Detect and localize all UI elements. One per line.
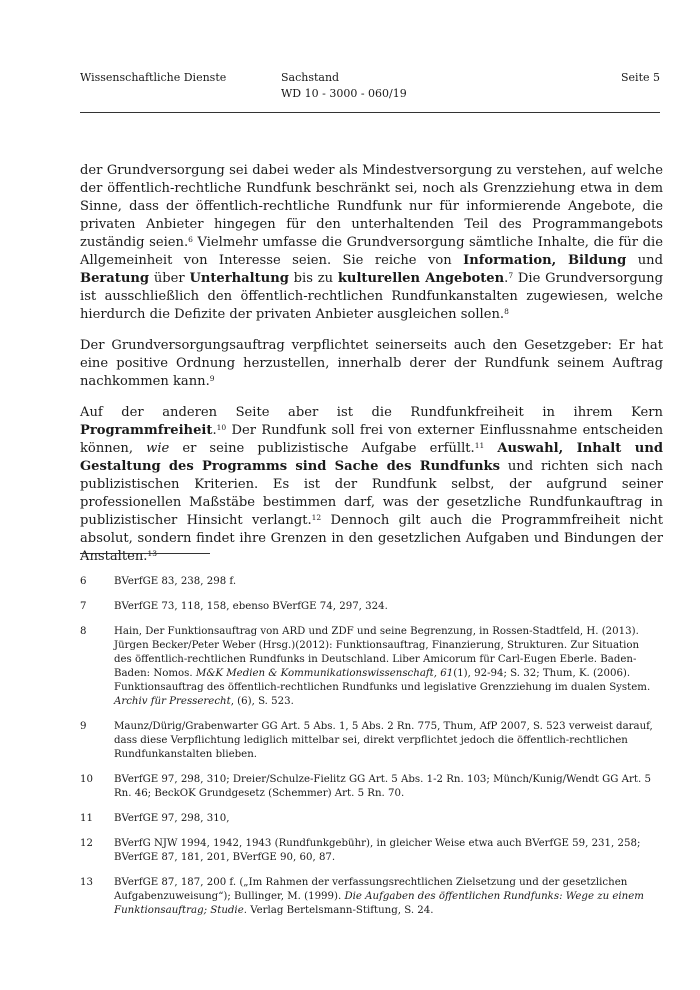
footnote-number: 11 <box>80 813 93 824</box>
text-run: und richten sich nach publizistischen Kriterien. Es ist der Rundfunk selbst, der aufgrund seiner professionellen Maßstäbe bestimmen darf, was der gesetzliche Rundfunkauftrag in publizistischer Hinsicht verlangt. <box>80 459 663 528</box>
text-run: der Grundversorgung sei dabei weder als Mindestversorgung zu verstehen, auf welche der öffentlich-rechtliche Rundfunk beschränkt sei, noch als Grenzziehung etwa in dem Sinne, dass der öffentlich-rechtliche Rundfunk nur für informierende Angebote, die privaten Anbieter hingegen für den unterhaltenden Teil des Programmangebots zuständig seien. <box>80 163 663 250</box>
main-text <box>80 162 663 579</box>
footnote-text: , (6), S. 523. <box>230 696 294 707</box>
header-doc-type: Sachstand <box>281 71 340 84</box>
text-run: er seine publizistische Aufgabe erfüllt. <box>169 441 475 456</box>
footnote-text: (1), 92-94; S. 32; Thum, K. (2006). Funktionsauftrag des öffentlich-rechtlichen Rundfunks und legislative Grenzziehung im dualen System. <box>114 668 651 693</box>
footnote-number: 8 <box>80 626 87 637</box>
footnote-divider <box>80 553 210 554</box>
text-run: . <box>504 271 509 286</box>
footnote-number: 13 <box>80 877 93 888</box>
header-institution: Wissenschaftliche Dienste <box>80 71 227 84</box>
bold-term: Programmfreiheit <box>80 423 213 438</box>
footnote-number: 7 <box>80 601 87 612</box>
footnote-text: BVerfG NJW 1994, 1942, 1943 (Rundfunkgebühr), in gleicher Weise etwa auch BVerfGE 59, 231, 258; BVerfGE 87, 181, 201, BVerfGE 90, 60, 87. <box>114 838 641 863</box>
text-run: Der Rundfunk soll frei von externer Einflussnahme entscheiden können, <box>80 423 663 456</box>
footnote-number: 6 <box>80 576 87 587</box>
page-header <box>80 70 660 113</box>
text-run: Auf der anderen Seite aber ist die Rundfunkfreiheit in ihrem Kern <box>80 405 663 420</box>
footnote-number: 12 <box>80 838 93 849</box>
footnote-11 <box>80 812 660 826</box>
header-doc-number: WD 10 - 3000 - 060/19 <box>281 87 407 100</box>
footnote-6 <box>80 575 660 589</box>
bold-term: Unterhaltung <box>189 271 289 286</box>
text-run: Die Grundversorgung ist ausschließlich den öffentlich-rechtlichen Rundfunkanstalten zugewiesen, welche hierdurch die Defizite der privaten Anbieter ausgleichen sollen. <box>80 271 663 322</box>
footnotes <box>80 575 660 929</box>
italic-term: wie <box>146 441 170 456</box>
text-run: Dennoch gilt auch die Programmfreiheit nicht absolut, sondern findet ihre Grenzen in den gesetzlichen Aufgaben und Bindungen der Anstalten. <box>80 513 663 564</box>
header-page-number: Seite 5 <box>621 71 660 84</box>
paragraph-1 <box>80 162 663 324</box>
text-run: Vielmehr umfasse die Grundversorgung sämtliche Inhalte, die für die Allgemeinheit von Interesse seien. Sie reiche von <box>80 235 663 268</box>
bold-term: Information, Bildung <box>463 253 627 268</box>
footnote-text: Maunz/Dürig/Grabenwarter GG Art. 5 Abs. 1, 5 Abs. 2 Rn. 775, Thum, AfP 2007, S. 523 verweist darauf, dass diese Verpflichtung lediglich mittelbar sei, direkt verpflichtet jedoch die öffentlich-rechtlichen Rundfunkanstalten blieben. <box>114 721 653 760</box>
text-run: und <box>626 253 663 268</box>
footnote-ref-9: 9 <box>209 374 215 383</box>
footnote-text: BVerfGE 83, 238, 298 f. <box>114 576 237 587</box>
header-document-info <box>281 70 407 102</box>
footnote-9 <box>80 720 660 762</box>
footnote-text: BVerfGE 73, 118, 158, ebenso BVerfGE 74, 297, 324. <box>114 601 388 612</box>
paragraph-2 <box>80 337 663 391</box>
footnote-ref-10: 10 <box>216 423 227 432</box>
bold-term: Auswahl, Inhalt und Gestaltung des Programms sind Sache des Rundfunks <box>80 441 663 474</box>
footnote-ref-6: 6 <box>188 235 193 244</box>
bold-term: kulturellen Angeboten <box>337 271 505 286</box>
footnote-text: BVerfGE 87, 187, 200 f. („Im Rahmen der verfassungsrechtlichen Zielsetzung und der gesetzlichen Aufgabenzuweisung“); Bullinger, M. (1999). <box>114 877 628 902</box>
footnote-number: 10 <box>80 774 93 785</box>
footnote-text: BVerfGE 97, 298, 310, <box>114 813 230 824</box>
footnote-ref-8: 8 <box>504 307 509 316</box>
footnote-12 <box>80 837 660 865</box>
footnote-8 <box>80 625 660 709</box>
text-run: . <box>212 423 217 438</box>
bold-term: Beratung <box>80 271 150 286</box>
footnote-ref-13: 13 <box>147 549 158 558</box>
footnote-ref-12: 12 <box>311 513 322 522</box>
footnote-ref-7: 7 <box>508 271 514 280</box>
text-run: Der Grundversorgungsauftrag verpflichtet seinerseits auch den Gesetzgeber: Er hat eine positive Ordnung herzustellen, innerhalb derer der Rundfunk seinem Auftrag nachkommen kann. <box>80 338 663 389</box>
footnote-text: . Verlag Bertelsmann-Stiftung, S. 24. <box>243 905 434 916</box>
footnote-italic: Die Aufgaben des öffentlichen Rundfunks: Wege zu einem Funktionsauftrag; Studie <box>114 891 644 916</box>
footnote-italic: Archiv für Presserecht <box>114 696 231 707</box>
text-run: über <box>149 271 190 286</box>
text-run <box>484 441 497 456</box>
footnote-text: Hain, Der Funktionsauftrag von ARD und ZDF und seine Begrenzung, in Rossen-Stadtfeld, H. (2013). Jürgen Becker/Peter Weber (Hrsg.)(2012): Funktionsauftrag, Finanzierung, Strukturen. Zur Situation des öffentlich-rechtlichen Rundfunks in Deutschland. Liber Amicorum für Carl-Eugen Eberle. Baden-Baden: Nomos. <box>114 626 640 679</box>
footnote-13 <box>80 876 660 918</box>
footnote-ref-11: 11 <box>474 441 485 450</box>
text-run: bis zu <box>288 271 338 286</box>
footnote-text: BVerfGE 97, 298, 310; Dreier/Schulze-Fielitz GG Art. 5 Abs. 1-2 Rn. 103; Münch/Kunig/Wendt GG Art. 5 Rn. 46; BeckOK Grundgesetz (Schemmer) Art. 5 Rn. 70. <box>114 774 651 799</box>
footnote-10 <box>80 773 660 801</box>
footnote-7 <box>80 600 660 614</box>
footnote-italic: M&K Medien & Kommunikationswissenschaft, 61 <box>195 668 454 679</box>
footnote-number: 9 <box>80 721 87 732</box>
paragraph-3 <box>80 404 663 566</box>
